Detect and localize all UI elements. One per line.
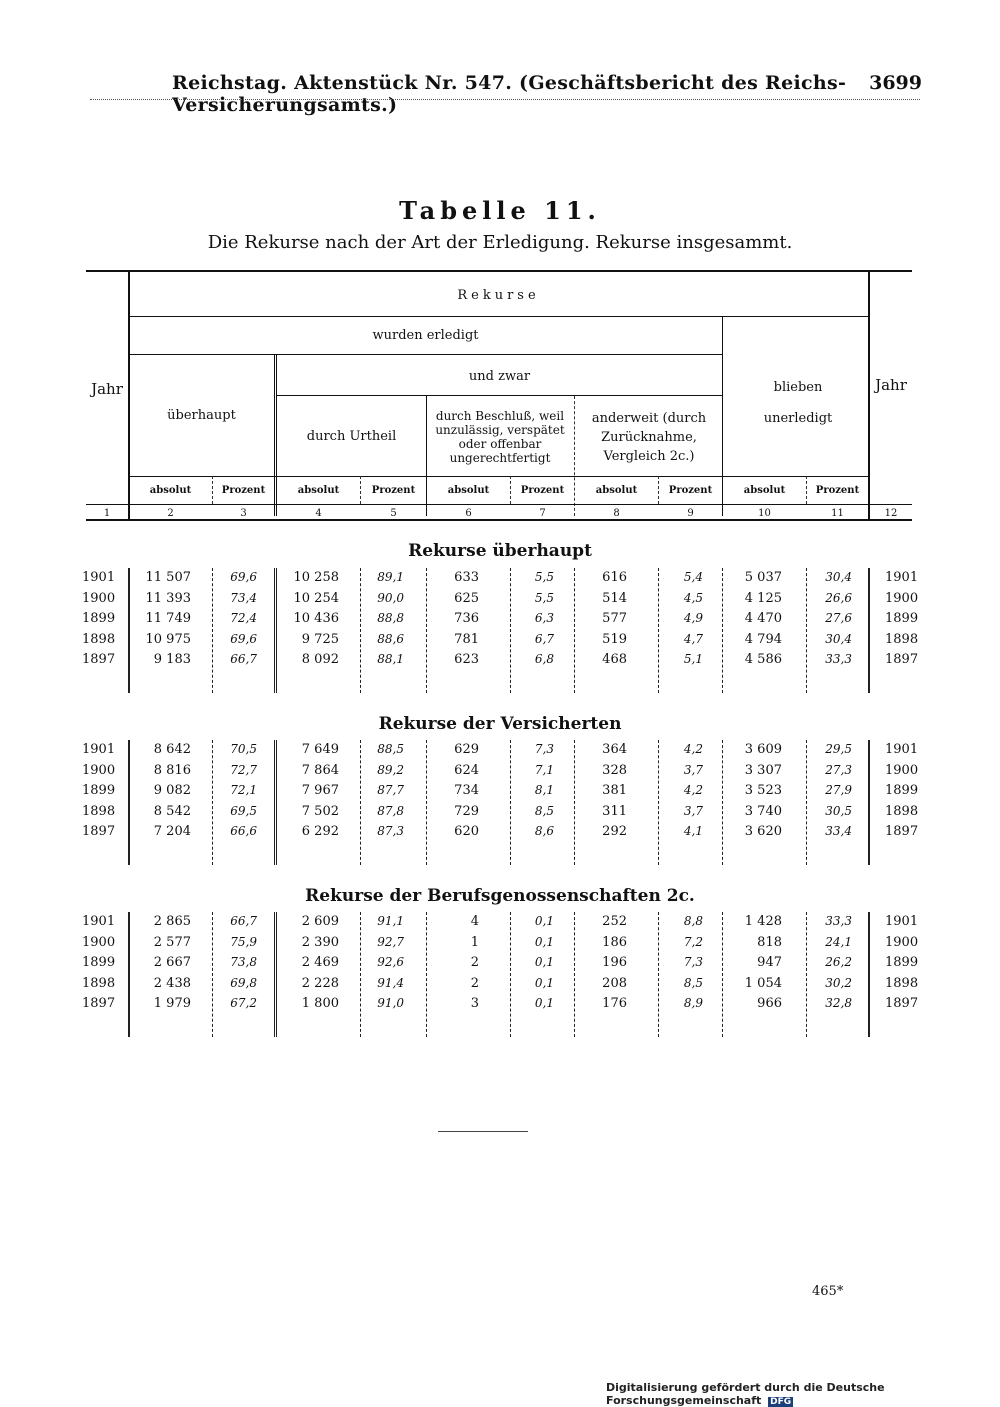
absolute-cell: 2 438 <box>153 975 191 991</box>
absolute-cell: 311 <box>602 803 627 819</box>
year-cell: 1900 <box>885 590 919 606</box>
absolute-cell: 292 <box>602 824 627 839</box>
absolute-cell: 577 <box>602 611 627 626</box>
absolute-cell: 468 <box>602 652 627 667</box>
year-cell: 1897 <box>885 996 919 1011</box>
year-cell: 1897 <box>82 652 116 667</box>
absolute-cell: 2 469 <box>301 955 339 970</box>
percent-cell: 7,2 <box>683 934 703 949</box>
absolute-cell: 4 586 <box>744 652 782 667</box>
sub-prozent: Prozent <box>668 485 713 496</box>
absolute-cell: 966 <box>757 996 782 1011</box>
absolute-cell: 208 <box>602 975 627 991</box>
percent-cell: 69,6 <box>230 570 257 584</box>
percent-cell: 5,1 <box>683 652 703 666</box>
table-row <box>0 632 1000 652</box>
percent-cell: 72,4 <box>230 611 257 625</box>
percent-cell: 3,7 <box>683 803 703 818</box>
year-cell: 1897 <box>885 824 919 839</box>
sub-absolut: absolut <box>149 485 192 496</box>
sub-absolut: absolut <box>447 485 490 496</box>
table-row <box>0 652 1000 672</box>
absolute-cell: 8 816 <box>153 762 191 778</box>
signature-mark: 465* <box>812 1284 844 1299</box>
absolute-cell: 629 <box>454 742 479 757</box>
header-ueberhaupt: überhaupt <box>167 408 236 423</box>
absolute-cell: 2 390 <box>301 934 339 950</box>
percent-cell: 89,2 <box>377 762 404 777</box>
absolute-cell: 8 642 <box>153 742 191 757</box>
column-number: 1 <box>103 508 111 519</box>
absolute-cell: 781 <box>454 631 479 647</box>
percent-cell: 6,3 <box>534 611 554 625</box>
percent-cell: 69,8 <box>230 975 257 990</box>
absolute-cell: 10 258 <box>293 570 339 585</box>
year-cell: 1899 <box>885 611 919 626</box>
percent-cell: 8,6 <box>534 824 554 838</box>
table-row <box>0 824 1000 844</box>
sub-prozent: Prozent <box>815 485 860 496</box>
header-jahr-left: Jahr <box>91 380 123 398</box>
absolute-cell: 620 <box>454 824 479 839</box>
percent-cell: 0,1 <box>534 955 554 969</box>
section-title: Rekurse überhaupt <box>408 541 592 561</box>
absolute-cell: 818 <box>757 934 782 950</box>
percent-cell: 24,1 <box>825 934 852 949</box>
running-head-text: Reichstag. Aktenstück Nr. 547. (Geschäftsbericht des Reichs-Versicherungsamts.) <box>172 72 847 116</box>
absolute-cell: 3 609 <box>744 742 782 757</box>
table-row <box>0 996 1000 1016</box>
sub-absolut: absolut <box>297 485 340 496</box>
absolute-cell: 2 609 <box>301 914 339 929</box>
absolute-cell: 2 228 <box>301 975 339 991</box>
sub-prozent: Prozent <box>520 485 565 496</box>
absolute-cell: 186 <box>602 934 627 950</box>
absolute-cell: 11 507 <box>145 570 191 585</box>
absolute-cell: 2 667 <box>153 955 191 970</box>
year-cell: 1901 <box>885 570 919 585</box>
absolute-cell: 4 794 <box>744 631 782 647</box>
section-title: Rekurse der Versicherten <box>378 714 622 734</box>
year-cell: 1901 <box>885 742 919 757</box>
absolute-cell: 10 975 <box>145 631 191 647</box>
percent-cell: 8,5 <box>683 975 703 990</box>
absolute-cell: 7 204 <box>153 824 191 839</box>
absolute-cell: 3 620 <box>744 824 782 839</box>
column-number: 3 <box>240 508 247 519</box>
percent-cell: 3,7 <box>683 762 703 777</box>
year-cell: 1899 <box>885 783 919 798</box>
absolute-cell: 4 <box>470 914 479 929</box>
absolute-cell: 7 502 <box>301 803 339 819</box>
year-cell: 1897 <box>885 652 919 667</box>
table-row <box>0 804 1000 824</box>
absolute-cell: 2 <box>470 975 479 991</box>
percent-cell: 88,8 <box>377 611 404 625</box>
absolute-cell: 2 865 <box>153 914 191 929</box>
sub-absolut: absolut <box>595 485 638 496</box>
absolute-cell: 5 037 <box>744 570 782 585</box>
year-cell: 1899 <box>82 955 116 970</box>
percent-cell: 88,6 <box>377 631 404 646</box>
absolute-cell: 4 470 <box>744 611 782 626</box>
percent-cell: 4,1 <box>683 824 703 838</box>
table-subtitle: Die Rekurse nach der Art der Erledigung. Rekurse insgesammt. <box>207 232 793 253</box>
percent-cell: 26,6 <box>825 590 852 605</box>
column-number: 7 <box>539 508 546 519</box>
absolute-cell: 4 125 <box>744 590 782 606</box>
year-cell: 1899 <box>82 783 116 798</box>
percent-cell: 32,8 <box>825 996 852 1010</box>
year-cell: 1901 <box>885 914 919 929</box>
absolute-cell: 3 740 <box>744 803 782 819</box>
percent-cell: 0,1 <box>534 914 554 928</box>
absolute-cell: 7 967 <box>301 783 339 798</box>
absolute-cell: 328 <box>602 762 627 778</box>
absolute-cell: 633 <box>454 570 479 585</box>
percent-cell: 88,5 <box>377 742 404 756</box>
percent-cell: 72,7 <box>230 762 257 777</box>
table-title: Tabelle 11. <box>399 196 601 225</box>
absolute-cell: 10 436 <box>293 611 339 626</box>
percent-cell: 91,0 <box>377 996 404 1010</box>
percent-cell: 92,7 <box>377 934 404 949</box>
absolute-cell: 616 <box>602 570 627 585</box>
absolute-cell: 8 092 <box>301 652 339 667</box>
percent-cell: 30,4 <box>825 570 852 584</box>
percent-cell: 7,3 <box>683 955 703 969</box>
absolute-cell: 3 523 <box>744 783 782 798</box>
absolute-cell: 514 <box>602 590 627 606</box>
table-row <box>0 570 1000 590</box>
absolute-cell: 11 393 <box>145 590 191 606</box>
absolute-cell: 2 <box>470 955 479 970</box>
year-cell: 1898 <box>82 975 116 991</box>
sub-prozent: Prozent <box>221 485 266 496</box>
percent-cell: 29,5 <box>825 742 852 756</box>
percent-cell: 69,5 <box>230 803 257 818</box>
percent-cell: 8,9 <box>683 996 703 1010</box>
absolute-cell: 8 542 <box>153 803 191 819</box>
absolute-cell: 1 054 <box>744 975 782 991</box>
year-cell: 1900 <box>885 762 919 778</box>
percent-cell: 30,5 <box>825 803 852 818</box>
percent-cell: 27,3 <box>825 762 852 777</box>
percent-cell: 27,6 <box>825 611 852 625</box>
end-rule <box>438 1131 528 1132</box>
header-jahr-right: Jahr <box>875 376 907 394</box>
percent-cell: 5,5 <box>534 570 554 584</box>
running-head <box>172 72 922 116</box>
percent-cell: 5,4 <box>683 570 703 584</box>
percent-cell: 87,7 <box>377 783 404 797</box>
percent-cell: 70,5 <box>230 742 257 756</box>
percent-cell: 4,7 <box>683 631 703 646</box>
year-cell: 1901 <box>82 570 116 585</box>
absolute-cell: 7 864 <box>301 762 339 778</box>
absolute-cell: 252 <box>602 914 627 929</box>
absolute-cell: 3 <box>470 996 479 1011</box>
percent-cell: 33,3 <box>825 914 852 928</box>
table-row <box>0 914 1000 934</box>
header-und-zwar: und zwar <box>468 369 531 384</box>
percent-cell: 4,2 <box>683 742 703 756</box>
column-number: 12 <box>884 508 898 519</box>
page-number: 3699 <box>869 72 922 94</box>
year-cell: 1898 <box>885 803 919 819</box>
column-number: 9 <box>687 508 694 519</box>
year-cell: 1897 <box>82 996 116 1011</box>
table-row <box>0 976 1000 996</box>
header-durch-urtheil: durch Urtheil <box>306 429 397 444</box>
year-cell: 1899 <box>885 955 919 970</box>
year-cell: 1898 <box>82 803 116 819</box>
percent-cell: 30,2 <box>825 975 852 990</box>
percent-cell: 75,9 <box>230 934 257 949</box>
percent-cell: 0,1 <box>534 975 554 990</box>
percent-cell: 90,0 <box>377 590 404 605</box>
column-number: 2 <box>167 508 174 519</box>
header-rekurse: Rekurse <box>457 288 540 303</box>
percent-cell: 66,7 <box>230 914 257 928</box>
absolute-cell: 625 <box>454 590 479 606</box>
header-blieben-unerledigt: blieben unerledigt <box>763 380 833 426</box>
absolute-cell: 1 428 <box>744 914 782 929</box>
absolute-cell: 9 725 <box>301 631 339 647</box>
section-title: Rekurse der Berufsgenossenschaften 2c. <box>305 886 695 906</box>
column-number: 5 <box>390 508 397 519</box>
percent-cell: 66,7 <box>230 652 257 666</box>
table-row <box>0 742 1000 762</box>
column-number: 4 <box>315 508 322 519</box>
percent-cell: 87,3 <box>377 824 404 838</box>
absolute-cell: 9 082 <box>153 783 191 798</box>
year-cell: 1897 <box>82 824 116 839</box>
percent-cell: 6,7 <box>534 631 554 646</box>
table-row <box>0 955 1000 975</box>
absolute-cell: 1 800 <box>301 996 339 1011</box>
percent-cell: 33,3 <box>825 652 852 666</box>
table-row <box>0 591 1000 611</box>
year-cell: 1901 <box>82 742 116 757</box>
column-number: 8 <box>613 508 620 519</box>
year-cell: 1898 <box>885 631 919 647</box>
absolute-cell: 176 <box>602 996 627 1011</box>
percent-cell: 66,6 <box>230 824 257 838</box>
percent-cell: 69,6 <box>230 631 257 646</box>
percent-cell: 89,1 <box>377 570 404 584</box>
percent-cell: 87,8 <box>377 803 404 818</box>
column-number: 6 <box>465 508 472 519</box>
absolute-cell: 7 649 <box>301 742 339 757</box>
year-cell: 1898 <box>885 975 919 991</box>
dfg-credit <box>606 1381 1000 1407</box>
absolute-cell: 624 <box>454 762 479 778</box>
absolute-cell: 736 <box>454 611 479 626</box>
dfg-logo: DFG <box>770 1397 792 1407</box>
year-cell: 1898 <box>82 631 116 647</box>
percent-cell: 5,5 <box>534 590 554 605</box>
absolute-cell: 3 307 <box>744 762 782 778</box>
header-anderweit: anderweit (durch Zurücknahme, Vergleich 2c.) <box>591 411 707 464</box>
table-row <box>0 783 1000 803</box>
absolute-cell: 364 <box>602 742 627 757</box>
percent-cell: 72,1 <box>230 783 257 797</box>
sub-absolut: absolut <box>743 485 786 496</box>
table-row <box>0 763 1000 783</box>
percent-cell: 8,5 <box>534 803 554 818</box>
year-cell: 1900 <box>82 590 116 606</box>
percent-cell: 73,8 <box>230 955 257 969</box>
percent-cell: 7,3 <box>534 742 554 756</box>
absolute-cell: 1 <box>470 934 479 950</box>
head-rule <box>90 99 920 100</box>
absolute-cell: 623 <box>454 652 479 667</box>
column-number: 11 <box>831 508 844 519</box>
year-cell: 1900 <box>82 762 116 778</box>
percent-cell: 4,2 <box>683 783 703 797</box>
absolute-cell: 196 <box>602 955 627 970</box>
absolute-cell: 2 577 <box>153 934 191 950</box>
absolute-cell: 11 749 <box>145 611 191 626</box>
percent-cell: 67,2 <box>230 996 257 1010</box>
absolute-cell: 734 <box>454 783 479 798</box>
table-row <box>0 611 1000 631</box>
percent-cell: 4,9 <box>683 611 703 625</box>
absolute-cell: 729 <box>454 803 479 819</box>
percent-cell: 8,8 <box>683 914 703 928</box>
percent-cell: 26,2 <box>825 955 852 969</box>
sub-prozent: Prozent <box>371 485 416 496</box>
percent-cell: 92,6 <box>377 955 404 969</box>
dfg-credit-text: Digitalisierung gefördert durch die Deutsche Forschungsgemeinschaft <box>606 1381 885 1407</box>
column-number: 10 <box>758 508 771 519</box>
percent-cell: 73,4 <box>230 590 257 605</box>
percent-cell: 0,1 <box>534 934 554 949</box>
percent-cell: 91,4 <box>377 975 404 990</box>
percent-cell: 33,4 <box>825 824 852 838</box>
year-cell: 1899 <box>82 611 116 626</box>
percent-cell: 8,1 <box>534 783 554 797</box>
percent-cell: 6,8 <box>534 652 554 666</box>
absolute-cell: 1 979 <box>153 996 191 1011</box>
absolute-cell: 6 292 <box>301 824 339 839</box>
table-row <box>0 935 1000 955</box>
percent-cell: 91,1 <box>377 914 404 928</box>
absolute-cell: 381 <box>602 783 627 798</box>
absolute-cell: 10 254 <box>293 590 339 606</box>
percent-cell: 4,5 <box>683 590 703 605</box>
year-cell: 1901 <box>82 914 116 929</box>
percent-cell: 30,4 <box>825 631 852 646</box>
percent-cell: 7,1 <box>534 762 554 777</box>
absolute-cell: 947 <box>757 955 782 970</box>
absolute-cell: 519 <box>602 631 627 647</box>
absolute-cell: 9 183 <box>153 652 191 667</box>
year-cell: 1900 <box>82 934 116 950</box>
year-cell: 1900 <box>885 934 919 950</box>
percent-cell: 0,1 <box>534 996 554 1010</box>
header-durch-beschluss: durch Beschluß, weil unzulässig, verspätet oder offenbar ungerechtfertigt <box>435 409 565 465</box>
percent-cell: 88,1 <box>377 652 404 666</box>
percent-cell: 27,9 <box>825 783 852 797</box>
header-wurden-erledigt: wurden erledigt <box>372 328 479 343</box>
